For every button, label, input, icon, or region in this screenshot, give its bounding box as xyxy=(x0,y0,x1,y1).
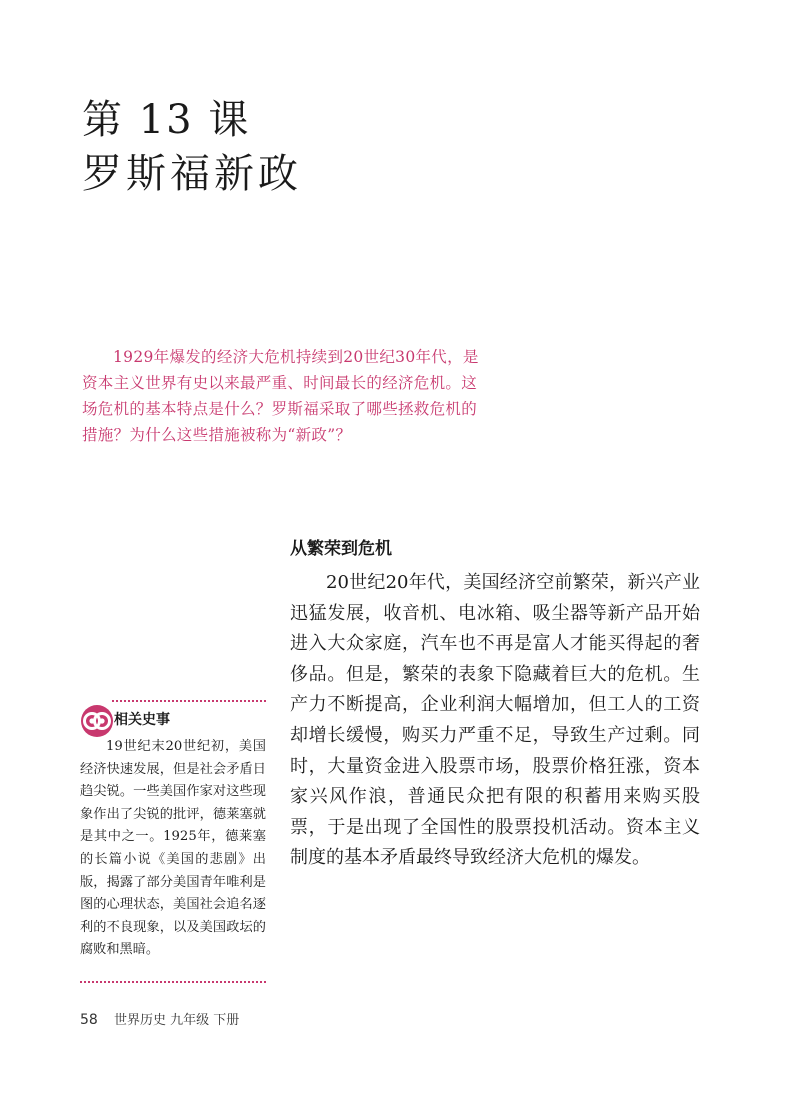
section-heading: 从繁荣到危机 xyxy=(290,539,392,559)
sidebar-top-divider xyxy=(112,700,266,702)
related-history-badge-icon xyxy=(80,704,114,738)
lesson-intro: 1929年爆发的经济大危机持续到20世纪30年代，是资本主义世界有史以来最严重、时间最长的经济危机。这场危机的基本特点是什么？罗斯福采取了哪些拯救危机的措施？为什么这些措施被称为“新政”？ xyxy=(82,348,479,444)
section-body: 20世纪20年代，美国经济空前繁荣，新兴产业迅猛发展，收音机、电冰箱、吸尘器等新产品开始进入大众家庭，汽车也不再是富人才能买得起的奢侈品。但是，繁荣的表象下隐藏着巨大的危机。生产力不断提高，企业利润大幅增加，但工人的工资却增长缓慢，购买力严重不足，导致生产过剩。同时，大量资金进入股票市场，股票价格狂涨，资本家兴风作浪，普通民众把有限的积蓄用来购买股票，于是出现了全国性的股票投机活动。资本主义制度的基本矛盾最终导致经济大危机的爆发。 xyxy=(290,572,700,869)
page-footer xyxy=(80,1011,239,1030)
book-title: 世界历史 九年级 下册 xyxy=(113,1013,240,1028)
page-number: 58 xyxy=(80,1012,98,1028)
sidebar-text: 19世纪末20世纪初，美国经济快速发展，但是社会矛盾日趋尖锐。一些美国作家对这些现象作出了尖锐的批评，德莱塞就是其中之一。1925年，德莱塞的长篇小说《美国的悲剧》出版，揭露了部分美国青年唯利是图的心理状态，美国社会追名逐利的不良现象，以及美国政坛的腐败和黑暗。 xyxy=(80,739,266,958)
lesson-number: 第 13 课 xyxy=(82,97,251,143)
sidebar-heading: 相关史事 xyxy=(114,712,170,728)
sidebar-bottom-divider xyxy=(80,981,266,983)
lesson-title: 罗斯福新政 xyxy=(82,151,302,197)
